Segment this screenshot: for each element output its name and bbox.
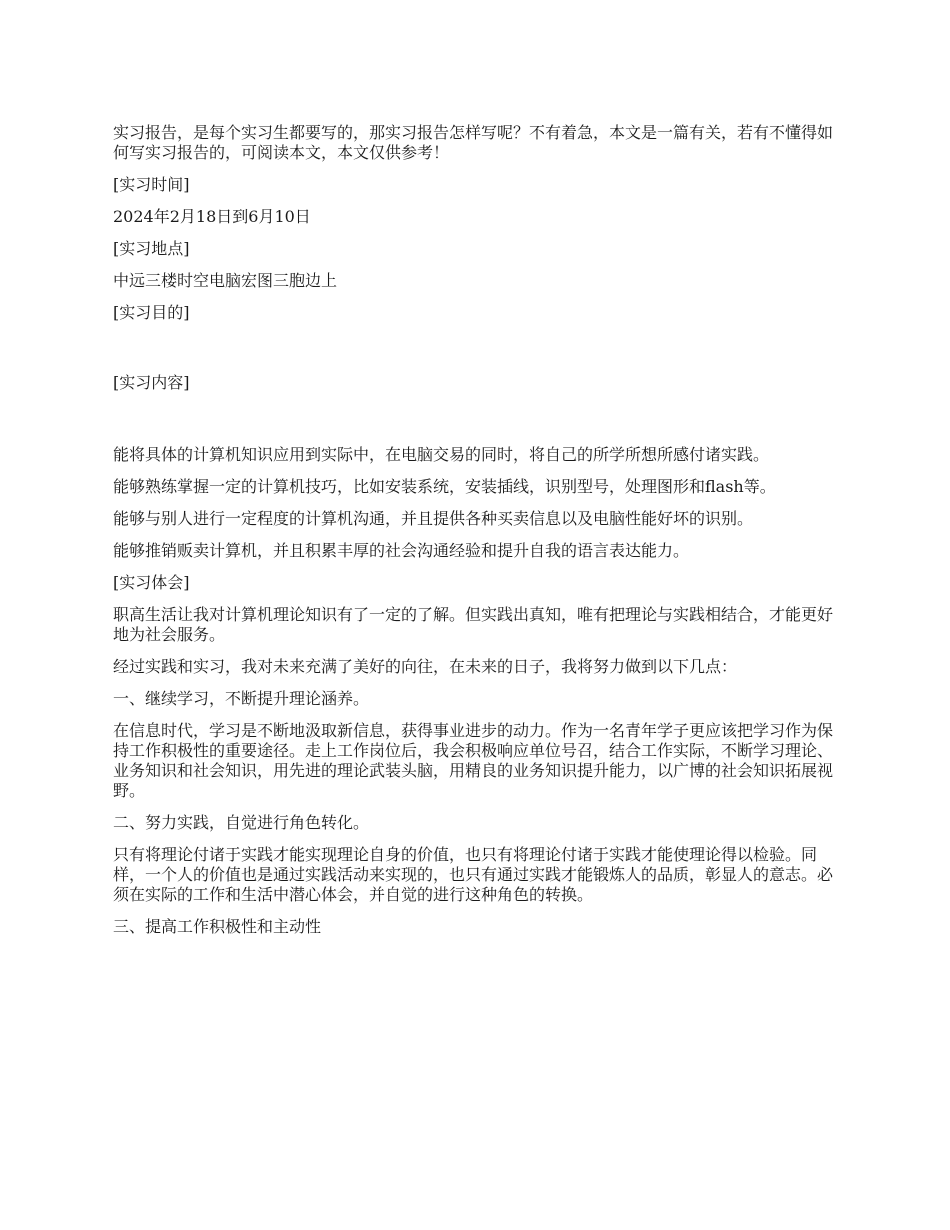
content-item: 能够推销贩卖计算机，并且积累丰厚的社会沟通经验和提升自我的语言表达能力。 [113,541,690,560]
place-heading: [实习地点] [113,239,190,258]
intro-paragraph: 实习报告，是每个实习生都要写的，那实习报告怎样写呢？不有着急，本文是一篇有关，若有不懂得如何写实习报告的，可阅读本文，本文仅供参考！ [113,123,834,162]
place-value: 中远三楼时空电脑宏图三胞边上 [113,271,338,290]
time-value: 2024年2月18日到6月10日 [113,207,311,226]
point-title: 二、努力实践，自觉进行角色转化。 [113,813,370,832]
purpose-heading: [实习目的] [113,303,190,322]
content-item: 能够熟练掌握一定的计算机技巧，比如安装系统，安装插线，识别型号，处理图形和flash等。 [113,477,776,496]
content-heading: [实习内容] [113,373,190,392]
content-item: 能够与别人进行一定程度的计算机沟通，并且提供各种买卖信息以及电脑性能好坏的识别。 [113,509,754,528]
experience-heading: [实习体会] [113,573,190,592]
document-page [113,123,840,949]
point-body: 只有将理论付诸于实践才能实现理论自身的价值，也只有将理论付诸于实践才能使理论得以检验。同样，一个人的价值也是通过实践活动来实现的，也只有通过实践才能锻炼人的品质，彰显人的意志。必须在实际的工作和生活中潜心体会，并自觉的进行这种角色的转换。 [113,845,834,904]
blank-space [113,335,840,373]
content-item: 能将具体的计算机知识应用到实际中，在电脑交易的同时，将自己的所学所想所感付诸实践。 [113,445,770,464]
point-title: 一、继续学习，不断提升理论涵养。 [113,689,370,708]
point-body: 在信息时代，学习是不断地汲取新信息，获得事业进步的动力。作为一名青年学子更应该把学习作为保持工作积极性的重要途径。走上工作岗位后，我会积极响应单位号召，结合工作实际，不断学习理论、业务知识和社会知识，用先进的理论武装头脑，用精良的业务知识提升能力，以广博的社会知识拓展视野。 [113,721,834,800]
time-heading: [实习时间] [113,175,190,194]
point-title: 三、提高工作积极性和主动性 [113,917,322,936]
experience-paragraph: 经过实践和实习，我对未来充满了美好的向往，在未来的日子，我将努力做到以下几点： [113,657,738,676]
experience-paragraph: 职高生活让我对计算机理论知识有了一定的了解。但实践出真知，唯有把理论与实践相结合，才能更好地为社会服务。 [113,605,834,644]
blank-space [113,405,840,445]
